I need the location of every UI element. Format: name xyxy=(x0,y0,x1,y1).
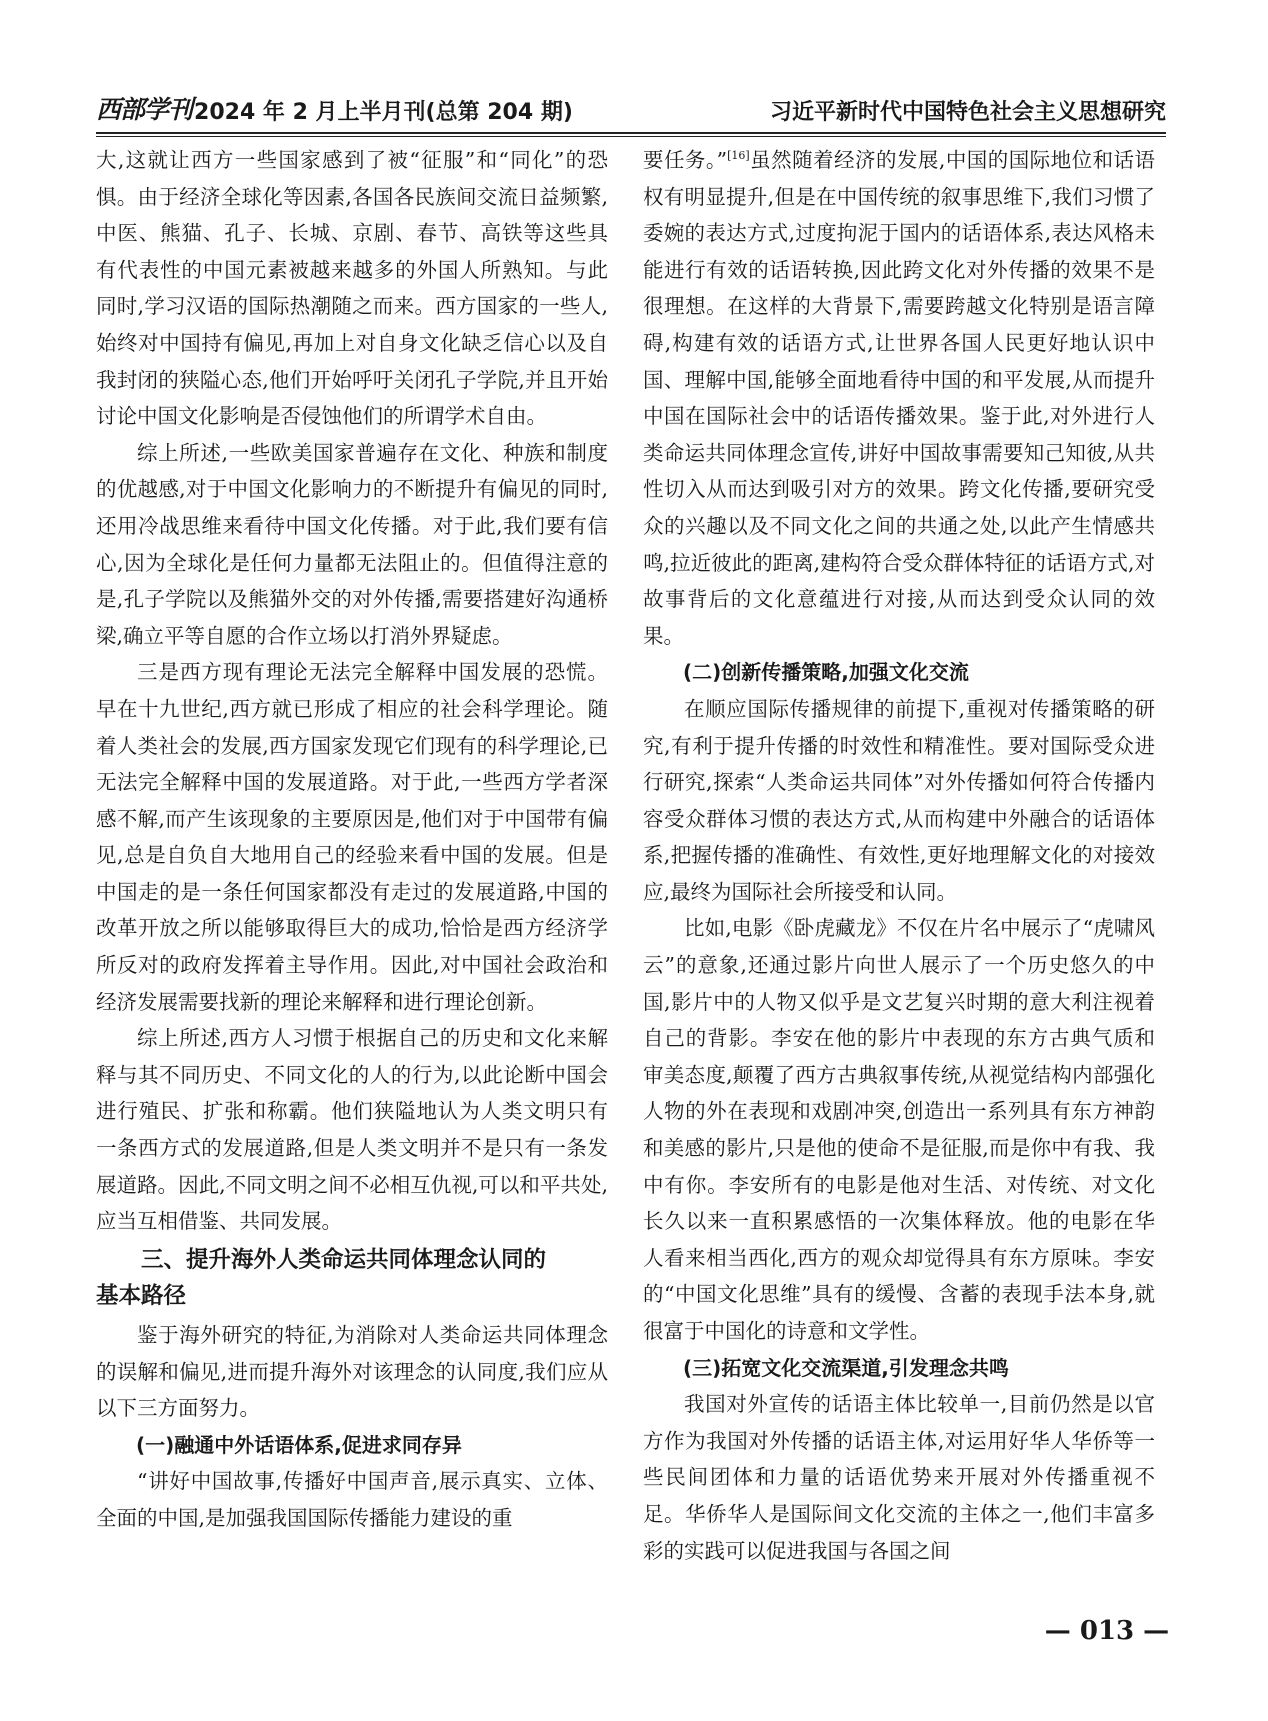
paragraph xyxy=(643,142,1155,654)
paragraph-rest: 虽然随着经济的发展,中国的国际地位和话语权有明显提升,但是在中国传统的叙事思维下,我们习惯了委婉的表达方式,过度拘泥于国内的话语体系,表达风格未能进行有效的话语转换,因此跨文化对外传播的效果不是很理想。在这样的大背景下,需要跨越文化特别是语言障碍,构建有效的话语方式,让世界各国人民更好地认识中国、理解中国,能够全面地看待中国的和平发展,从而提升中国在国际社会中的话语传播效果。鉴于此,对外进行人类命运共同体理念宣传,讲好中国故事需要知己知彼,从共性切入从而达到吸引对方的效果。跨文化传播,要研究受众的兴趣以及不同文化之间的共通之处,以此产生情感共鸣,拉近彼此的距离,建构符合受众群体特征的话语方式,对故事背后的文化意蕴进行对接,从而达到受众认同的效果。 xyxy=(643,148,1155,648)
paragraph: 综上所述,西方人习惯于根据自己的历史和文化来解释与其不同历史、不同文化的人的行为,以此论断中国会进行殖民、扩张和称霸。他们狭隘地认为人类文明只有一条西方式的发展道路,但是人类文明并不是只有一条发展道路。因此,不同文明之间不必相互仇视,可以和平共处,应当互相借鉴、共同发展。 xyxy=(96,1026,608,1234)
paragraph: “讲好中国故事,传播好中国声音,展示真实、立体、全面的中国,是加强我国国际传播能力建设的重 xyxy=(96,1469,608,1530)
page-number: — 013 — xyxy=(1044,1616,1170,1646)
running-header xyxy=(96,86,1166,126)
header-rule xyxy=(96,132,1166,134)
paragraph: 综上所述,一些欧美国家普遍存在文化、种族和制度的优越感,对于中国文化影响力的不断提升有偏见的同时,还用冷战思维来看待中国文化传播。对于此,我们要有信心,因为全球化是任何力量都无法阻止的。但值得注意的是,孔子学院以及熊猫外交的对外传播,需要搭建好沟通桥梁,确立平等自愿的合作立场以打消外界疑虑。 xyxy=(96,440,608,648)
paragraph: 我国对外宣传的话语主体比较单一,目前仍然是以官方作为我国对外传播的话语主体,对运用好华人华侨等一些民间团体和力量的话语优势来开展对外传播重视不足。华侨华人是国际间文化交流的主体之一,他们丰富多彩的实践可以促进我国与各国之间 xyxy=(643,1392,1155,1563)
paragraph: 鉴于海外研究的特征,为消除对人类命运共同体理念的误解和偏见,进而提升海外对该理念的认同度,我们应从以下三方面努力。 xyxy=(96,1323,608,1421)
issue-info: 2024 年 2 月上半月刊(总第 204 期) xyxy=(194,100,573,125)
header-rule-thin xyxy=(96,136,1166,137)
header-left xyxy=(96,90,573,126)
paragraph: 三是西方现有理论无法完全解释中国发展的恐慌。早在十九世纪,西方就已形成了相应的社会科学理论。随着人类社会的发展,西方国家发现它们现有的科学理论,已无法完全解释中国的发展道路。对于此,一些西方学者深感不解,而产生该现象的主要原因是,他们对于中国带有偏见,总是自负自大地用自己的经验来看中国的发展。但是中国走的是一条任何国家都没有走过的发展道路,中国的改革开放之所以能够取得巨大的成功,恰恰是西方经济学所反对的政府发挥着主导作用。因此,对中国社会政治和经济发展需要找新的理论来解释和进行理论创新。 xyxy=(96,660,608,1014)
journal-logo: 西部学刊 xyxy=(96,95,193,124)
left-column xyxy=(96,142,608,1610)
section-heading-line1: 三、提升海外人类命运共同体理念认同的 xyxy=(141,1246,547,1273)
section-heading-line2: 基本路径 xyxy=(96,1283,187,1310)
paragraph: 在顺应国际传播规律的前提下,重视对传播策略的研究,有利于提升传播的时效性和精准性。要对国际受众进行研究,探索“人类命运共同体”对外传播如何符合传播内容受众群体习惯的表达方式,从而构建中外融合的话语体系,把握传播的准确性、有效性,更好地理解文化的对接效应,最终为国际社会所接受和认同。 xyxy=(643,696,1155,904)
paragraph: 比如,电影《卧虎藏龙》不仅在片名中展示了“虎啸风云”的意象,还通过影片向世人展示了一个历史悠久的中国,影片中的人物又似乎是文艺复兴时期的意大利注视着自己的背影。李安在他的影片中表现的东方古典气质和审美态度,颠覆了西方古典叙事传统,从视觉结构内部强化人物的外在表现和戏剧冲突,创造出一系列具有东方神韵和美感的影片,只是他的使命不是征服,而是你中有我、我中有你。李安所有的电影是他对生活、对传统、对文化长久以来一直积累感悟的一次集体释放。他的电影在华人看来相当西化,西方的观众却觉得具有东方原味。李安的“中国文化思维”具有的缓慢、含蓄的表现手法本身,就很富于中国化的诗意和文学性。 xyxy=(643,916,1155,1343)
subsection-heading-3: (三)拓宽文化交流渠道,引发理念共鸣 xyxy=(683,1355,1009,1380)
paragraph: 大,这就让西方一些国家感到了被“征服”和“同化”的恐惧。由于经济全球化等因素,各国各民族间交流日益频繁,中医、熊猫、孔子、长城、京剧、春节、高铁等这些具有代表性的中国元素被越来越多的外国人所熟知。与此同时,学习汉语的国际热潮随之而来。西方国家的一些人,始终对中国持有偏见,再加上对自身文化缺乏信心以及自我封闭的狭隘心态,他们开始呼吁关闭孔子学院,并且开始讨论中国文化影响是否侵蚀他们的所谓学术自由。 xyxy=(96,148,608,429)
right-column xyxy=(643,142,1155,1610)
paragraph-start: 要任务。” xyxy=(643,148,728,172)
citation-ref: [16] xyxy=(727,149,750,163)
subsection-heading-2: (二)创新传播策略,加强文化交流 xyxy=(683,660,969,685)
section-heading xyxy=(96,1242,608,1315)
subsection-heading-1: (一)融通中外话语体系,促进求同存异 xyxy=(136,1432,462,1457)
section-title: 习近平新时代中国特色社会主义思想研究 xyxy=(769,100,1166,125)
